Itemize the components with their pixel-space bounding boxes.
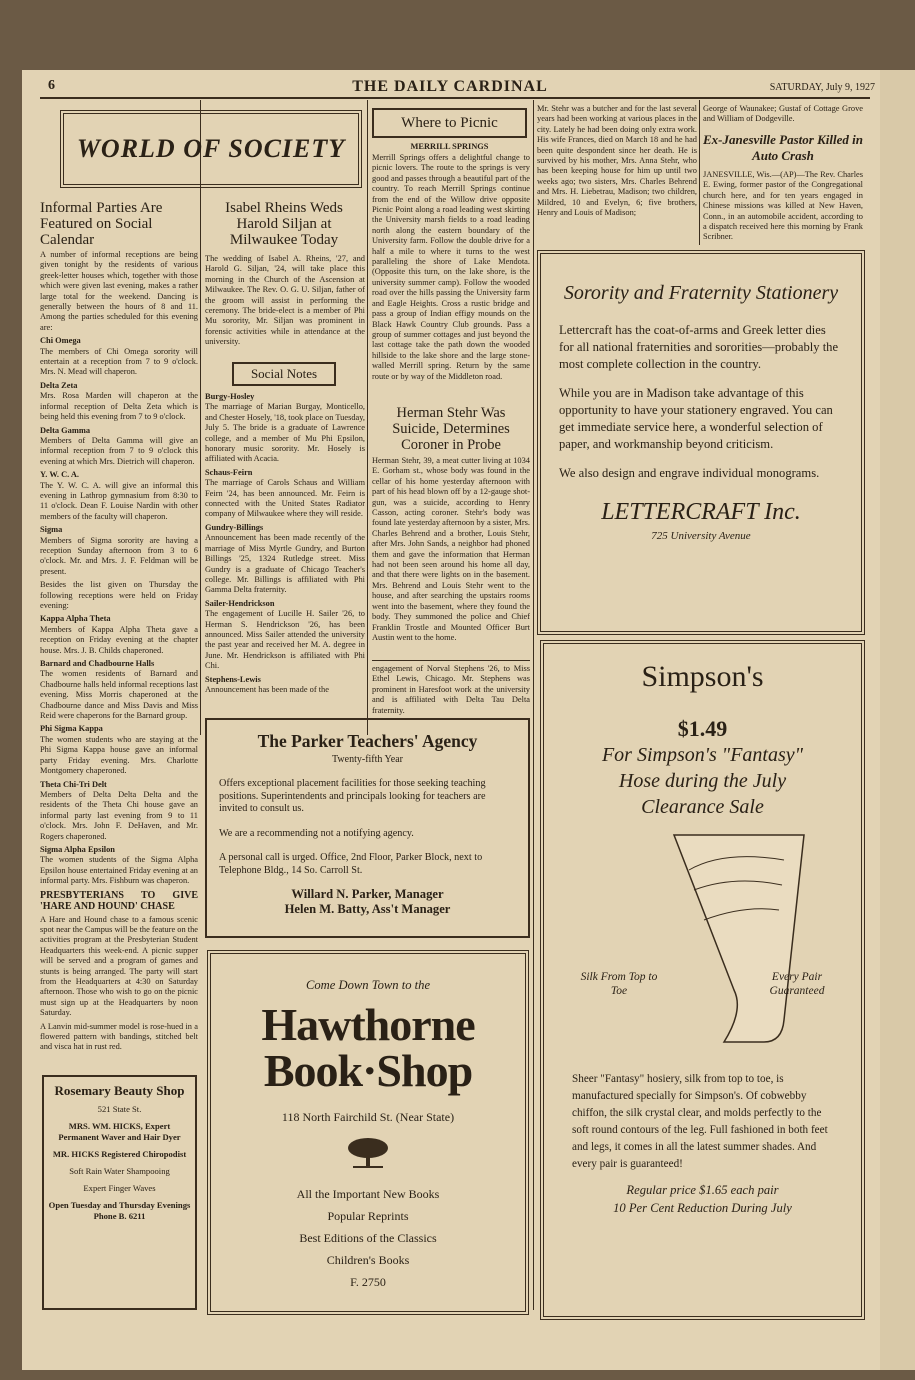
simpsons-line2: Hose during the July xyxy=(618,770,787,792)
presbyterians-body: A Hare and Hound chase to a famous scenic spot near the Campus will be the feature on the activities program at the Presbyterian Student Headquarters this week-end. A picnic supper will be served and a program of games and stunts is being arranged. The party will start from the Headquarters at 4:30 on Saturday afternoon. Those who wish to go on the picnic must sign up at the Headquarters by noon Saturday. xyxy=(40,914,198,1018)
simpsons-body: Sheer "Fantasy" hosiery, silk from top to toe, is manufactured specially for Simpson's. Of cobwebby chiffon, the silk crystal clear, and molds perfectly to the soft round contours of the leg. Full fashioned in both feet and legs, it comes in all the latest summer shades. And every pair is guaranteed! xyxy=(572,1073,828,1170)
pastor-headline: Ex-Janesville Pastor Killed in Auto Crash xyxy=(703,132,863,163)
informal-parties-headline: Informal Parties Are Featured on Social Calendar xyxy=(40,200,163,248)
lettercraft-p1: Lettercraft has the coat-of-arms and Greek letter dies for all national fraternities and sororities—probably the most complete collection in the country. xyxy=(559,323,839,371)
lettercraft-name: LETTERCRAFT Inc. xyxy=(601,499,801,525)
rosemary-line5: Open Tuesday and Thursday Evenings xyxy=(48,1200,191,1210)
society-column-body xyxy=(40,250,198,1060)
picnic-title: Where to Picnic xyxy=(372,108,527,138)
delta-zeta-heading: Delta Zeta xyxy=(40,380,78,390)
sigma-heading: Sigma xyxy=(40,525,63,535)
hawthorne-address: 118 North Fairchild St. (Near State) xyxy=(281,1110,455,1124)
kappa-body: Members of Kappa Alpha Theta gave a reception on Friday evening at the chapter house. Mrs. J. B. Childs chaperoned. xyxy=(40,624,198,655)
delta-zeta-body: Mrs. Rosa Marden will chaperon at the informal reception of Delta Zeta which is being held this evening from 7 to 9 o'clock. xyxy=(40,391,198,422)
lettercraft-ad xyxy=(537,250,865,635)
merrill-heading: MERRILL SPRINGS xyxy=(410,142,489,151)
hawthorne-tagline: Come Down Town to the xyxy=(305,978,431,992)
lettercraft-address: 725 University Avenue xyxy=(651,530,751,542)
simpsons-left-caption: Silk From Top to Toe xyxy=(580,971,658,997)
burgy-body: The marriage of Marian Burgay, Monticello, and Chester Hosely, '18, took place on Tuesday, July 5. The bride is a graduate of Lawrence college, and a member of Mu Phi Epsilon, honorary music sorority. Mr. Hosely is affiliated with Acacia. xyxy=(205,402,365,464)
gundry-heading: Gundry-Billings xyxy=(205,522,264,532)
column-divider xyxy=(699,100,700,245)
adjacent-page-edge xyxy=(880,70,915,1370)
parker-p3: A personal call is urged. Office, 2nd Floor, Parker Block, next to Telephone Bldg., 14 So. Carroll St. xyxy=(219,852,483,876)
phi-sigma-body: The women students who are staying at the Phi Sigma Kappa house gave an informal party Friday evening. Mrs. Charlotte Montgomery chaperoned. xyxy=(40,734,198,776)
simpsons-line1: For Simpson's "Fantasy" xyxy=(601,744,804,766)
simpsons-line3: Clearance Sale xyxy=(641,796,764,818)
sailer-body: The engagement of Lucille H. Sailer '26, to Herman S. Hendrickson '26, has been announced. Miss Sailer attended the university the past year and received her M. A. degree in June. Mr. Hendrickson is affiliated with Phi Chi. xyxy=(205,609,365,671)
delta-gamma-heading: Delta Gamma xyxy=(40,425,91,435)
story-divider xyxy=(372,660,530,661)
informal-body: A number of informal receptions are being given tonight by the residents of various greek-letter houses which, together with those which were given last evening, makes a rather large total for the weekend. Dancing is generally between the hours of 8 and 11. Among the parties scheduled for this evening are: xyxy=(40,250,198,332)
hawthorne-line1: All the Important New Books xyxy=(296,1187,440,1201)
waunakee-text: George of Waunakee; Gustaf of Cottage Grove and William of Dodgeville. xyxy=(703,104,863,124)
hawthorne-ad xyxy=(207,950,529,1315)
simpsons-name: Simpson's xyxy=(641,660,764,693)
delta-gamma-body: Members of Delta Gamma will give an informal reception from 7 to 9 o'clock this evening at which Mrs. Dietrich will chaperon. xyxy=(40,435,198,466)
stehr-headline: Herman Stehr Was Suicide, Determines Coroner in Probe xyxy=(392,405,510,453)
presbyterians-headline: PRESBYTERIANS TO GIVE 'HARE AND HOUND' CHASE xyxy=(40,889,198,912)
hawthorne-name: Hawthorne xyxy=(261,999,475,1050)
schaus-body: The marriage of Carols Schaus and William Feirn '24, has been announced. Mr. Feirn is connected with the United States Radiator company of Milwaukee where they will reside. xyxy=(205,478,365,519)
masthead: THE DAILY CARDINAL xyxy=(352,78,548,95)
chi-omega-body: The members of Chi Omega sorority will entertain at a reception from 7 to 9 o'clock. Mrs. N. Mead will chaperon. xyxy=(40,346,198,377)
simpsons-price: $1.49 xyxy=(677,716,728,741)
column-divider xyxy=(200,100,201,735)
parker-title: The Parker Teachers' Agency xyxy=(257,731,478,751)
rheins-headline: Isabel Rheins Weds Harold Siljan at Milwaukee Today xyxy=(225,200,343,248)
stephens-continued: engagement of Norval Stephens '26, to Miss Ethel Lewis, Chicago. Mr. Stephens was prominent in Haresfoot work at the university and is affiliated with Delta Tau Delta fraternity. xyxy=(372,664,530,715)
sailer-heading: Sailer-Hendrickson xyxy=(205,598,275,608)
sae-body: The women students of the Sigma Alpha Epsilon house entertained Friday evening at an informal party. Mrs. Fishburn was chaperon. xyxy=(40,855,198,886)
simpsons-regular-price: Regular price $1.65 each pair xyxy=(626,1183,779,1197)
stephens-body: Announcement has been made of the xyxy=(205,684,329,694)
lettercraft-title: Sorority and Fraternity Stationery xyxy=(563,282,839,304)
theta-body: Members of Delta Delta Delta and the residents of the Theta Chi house gave an informal party last evening from 9 to 11 o'clock. Mrs. John F. DeHaven, and Mr. Rogers chaperoned. xyxy=(40,789,198,841)
theta-heading: Theta Chi-Tri Delt xyxy=(40,779,107,789)
hose-illustration-area xyxy=(544,830,861,1065)
stehr-continued: Mr. Stehr was a butcher and for the last several years had been working at various places in the city. Lately he had been doing only extra work. His wife Frances, died on March 18 and he had been quite despondent since her death. He is survived by his mother, Mrs. Anna Stehr, who has been keeping house for him up until two weeks ago; two sisters, Mrs. Charles Behrend and Mrs. H. Liebetrau, Madison; two children, Mildred, 10 and Evelyn, 6; five brothers, Henry and Louis of Madison; xyxy=(537,104,697,218)
column-divider xyxy=(533,100,534,1310)
issue-date: SATURDAY, July 9, 1927 xyxy=(769,82,875,93)
lettercraft-p3: We also design and engrave individual monograms. xyxy=(559,466,820,480)
parker-p2: We are a recommending not a notifying agency. xyxy=(219,827,414,839)
merrill-body: Merrill Springs offers a delightful change to picnic lovers. The route to the springs is very good and passes through a beautiful part of the country. To reach Merrill Springs continue from the end of the Willow drive opposite Picnic Point along a road leading west skirting the University marsh fields to a road leading north along the eastern boundary of the University farm. Follow the double drive for a half a mile to where it turns to the west paralleling the shore of Lake Mendota. (Opposite this turn, on the lake shore, is the university summer camp). Follow the wooded road over the hills passing the University farm and Eagle Heights. Cross a rustic bridge and pass a group of Indian effigy mounds on the Black Hawk Country Club grounds. Pass a group of summer cottages and just beyond the last cottage take the path down the wooded hillside to the lake shore and the large stone-walled Merrill spring. Return by the same route or by way of the Middleton road. xyxy=(372,153,530,381)
hawthorne-line3: Best Editions of the Classics xyxy=(299,1231,437,1245)
besides-text: Besides the list given on Thursday the following receptions were held on Friday evening: xyxy=(40,580,198,610)
society-title-box xyxy=(60,110,362,188)
barnard-body: The women residents of Barnard and Chadbourne halls held informal receptions last evening. Miss Morris chaperoned at the Chadbourne dance and Miss Davis and Miss Reid were chaperons for the Barnard group. xyxy=(40,669,198,721)
sigma-body: Members of Sigma sorority are having a reception Sunday afternoon from 3 to 6 o'clock. Mr. and Mrs. J. F. Feldman will be present. xyxy=(40,535,198,576)
simpsons-reduction: 10 Per Cent Reduction During July xyxy=(613,1201,792,1215)
chi-omega-heading: Chi Omega xyxy=(40,336,81,346)
parker-asst-manager: Helen M. Batty, Ass't Manager xyxy=(284,902,451,916)
parker-p1: Offers exceptional placement facilities for those seeking teaching positions. Superintendents and principals looking for teachers are invited to consult us. xyxy=(219,778,486,814)
parker-year: Twenty-fifth Year xyxy=(332,754,403,765)
society-title: WORLD OF SOCIETY xyxy=(76,134,346,163)
rosemary-line4: Expert Finger Waves xyxy=(83,1183,156,1193)
column-divider xyxy=(367,100,368,735)
header-rule xyxy=(40,97,870,99)
rosemary-ad xyxy=(42,1075,197,1310)
barnard-heading: Barnard and Chadbourne Halls xyxy=(40,659,155,669)
lanvin-note: A Lanvin mid-summer model is rose-hued in a flowered pattern with bandings, stitched belt and visca hat in rust red. xyxy=(40,1021,198,1052)
gundry-body: Announcement has been made recently of the marriage of Miss Myrtle Gundry, and Burton Billings '25, 1324 Rutledge street. Miss Gundry is a graduate of Chicago Teacher's college. Mr. Billings is affiliated with Phi Gamma Delta fraternity. xyxy=(205,533,365,595)
hawthorne-line2: Popular Reprints xyxy=(327,1209,409,1223)
rosemary-line1: MRS. WM. HICKS, Expert Permanent Waver and Hair Dyer xyxy=(58,1121,181,1142)
rosemary-title: Rosemary Beauty Shop xyxy=(54,1083,185,1098)
page-number: 6 xyxy=(48,78,55,93)
parker-ad xyxy=(205,718,530,938)
tree-icon xyxy=(343,1132,393,1172)
stehr-body: Herman Stehr, 39, a meat cutter living at 1034 E. Gorham st., whose body was found in the cellar of his home yesterday afternoon with part of his head blown off by a 12-gauge shot-gun, was a suicide, according to Henry Casson, acting coroner. Stehr's body was found late yesterday afternoon by a sister, Mrs. Charles Behrend and a brother, Louis Stehr, after Mrs. John Sands, a neighbor had phoned them and gave the information that Herman had not been seen around his home all day, and that there were lights on in the basement. Mrs. Behrend and Louis Stehr went to the house, and after searching the upstairs rooms went into the basement, where they found the body. They summoned the police and Chief Franklin Trostle and Mounted Officer Burt Austin went to the home. xyxy=(372,456,530,642)
simpsons-ad xyxy=(540,640,865,1320)
pastor-body: JANESVILLE, Wis.—(AP)—The Rev. Charles E. Ewing, former pastor of the Congregational church here, and for ten years engaged in Chinese missions was killed at New Haven, Conn., in an automobile accident, according to a dispatch received here this morning by Frank Scribner. xyxy=(703,170,863,242)
ywca-heading: Y. W. C. A. xyxy=(40,470,80,480)
simpsons-right-caption: Every Pair Guaranteed xyxy=(769,971,825,997)
hawthorne-line4: Children's Books xyxy=(326,1253,410,1267)
stephens-heading: Stephens-Lewis xyxy=(205,674,261,684)
parker-manager: Willard N. Parker, Manager xyxy=(291,887,444,901)
phi-sigma-heading: Phi Sigma Kappa xyxy=(40,724,103,734)
rheins-body: The wedding of Isabel A. Rheins, '27, and Harold G. Siljan, '24, will take place this morning in the Church of the Ascension at Milwaukee. The Rev. O. G. U. Siljan, father of the groom will assist in performing the ceremony. The bride-elect is a member of Phi Mu sorority, Mr. Siljan was prominent in forensic activities while in attendance at the university. xyxy=(205,254,365,347)
stocking-illustration-icon xyxy=(664,830,814,1050)
schaus-heading: Schaus-Feirn xyxy=(205,467,253,477)
rosemary-line3: Soft Rain Water Shampooing xyxy=(69,1166,170,1176)
lettercraft-p2: While you are in Madison take advantage of this opportunity to have your stationery engraved. You can get immediate service here, a wonderful selection of paper, and workmanship beyond criticism. xyxy=(559,386,833,451)
sae-heading: Sigma Alpha Epsilon xyxy=(40,844,115,854)
burgy-heading: Burgy-Hosley xyxy=(205,392,255,401)
rosemary-address: 521 State St. xyxy=(97,1104,142,1114)
social-notes-body xyxy=(205,392,365,702)
rosemary-phone: Phone B. 6211 xyxy=(93,1211,146,1221)
hawthorne-name-line2: Book·Shop xyxy=(263,1045,473,1096)
hawthorne-phone: F. 2750 xyxy=(350,1275,386,1289)
ywca-body: The Y. W. C. A. will give an informal this evening in Lathrop gymnasium from 8:30 to 11 o'clock. Dean F. Louise Nardin with other members of the faculty will chaperon. xyxy=(40,480,198,521)
kappa-heading: Kappa Alpha Theta xyxy=(40,614,111,624)
social-notes-title: Social Notes xyxy=(232,362,336,386)
rosemary-line2: MR. HICKS Registered Chiropodist xyxy=(52,1149,187,1159)
